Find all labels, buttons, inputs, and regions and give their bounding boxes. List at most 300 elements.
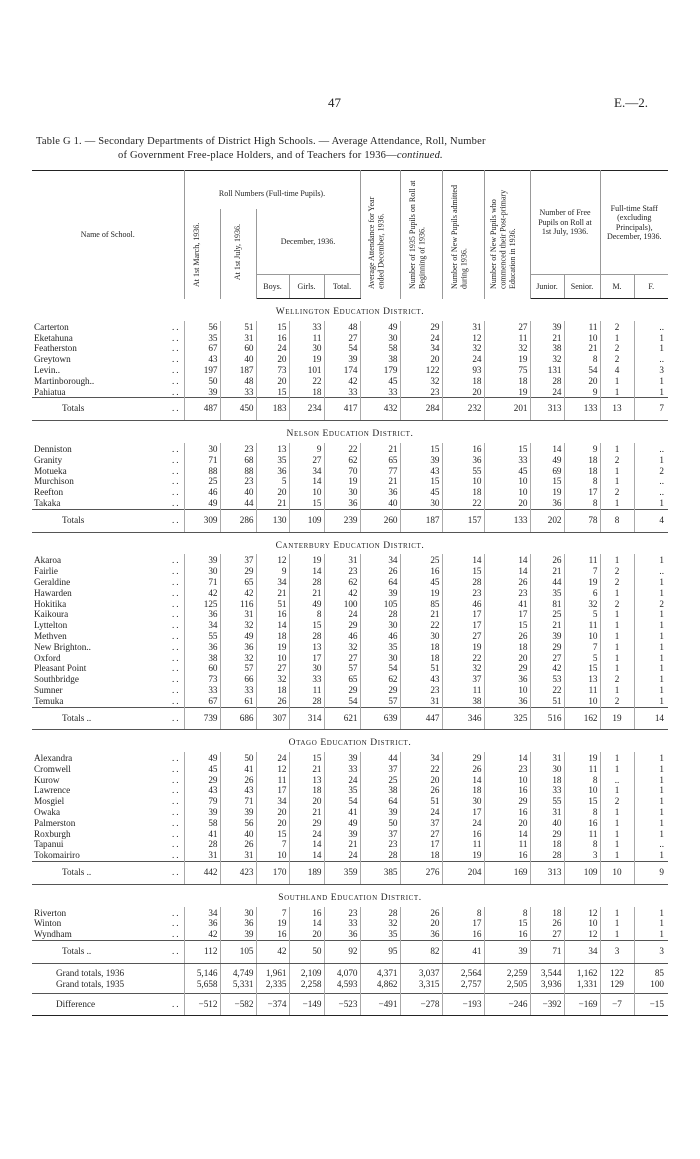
table-cell: 621 bbox=[324, 707, 360, 730]
header-pupils-1935: Number of 1935 Pupils on Roll at Beginning of 1936. bbox=[408, 180, 427, 289]
table-cell: 11 bbox=[442, 685, 484, 696]
table-cell: 3,544 bbox=[530, 963, 564, 978]
table-cell: 85 bbox=[654, 967, 664, 978]
table-cell: 122 bbox=[600, 963, 634, 978]
table-cell: 1 bbox=[600, 685, 634, 696]
table-row bbox=[32, 354, 668, 365]
table-cell: 1 bbox=[659, 774, 664, 785]
table-cell: 35 bbox=[360, 929, 400, 940]
table-cell: 19 bbox=[324, 476, 360, 487]
table-cell: 2 bbox=[600, 343, 634, 354]
table-cell: 32 bbox=[400, 376, 442, 387]
table-cell: 1 bbox=[600, 387, 634, 398]
table-cell: 15 bbox=[530, 476, 564, 487]
grand-totals-row bbox=[32, 979, 668, 994]
table-cell: −15 bbox=[634, 994, 668, 1016]
table-cell: 30 bbox=[400, 631, 442, 642]
leader-dots: .. bbox=[166, 466, 184, 477]
table-cell: 26 bbox=[360, 566, 400, 577]
table-cell: 36 bbox=[220, 642, 256, 653]
table-cell: 17 bbox=[442, 609, 484, 620]
table-cell: 25 bbox=[184, 476, 220, 487]
table-cell: .. bbox=[659, 443, 664, 454]
header-march: At 1st March, 1936. bbox=[192, 223, 201, 288]
table-cell: 516 bbox=[530, 707, 564, 730]
table-cell: 157 bbox=[442, 509, 484, 532]
table-cell: 18 bbox=[289, 785, 324, 796]
table-cell: 46 bbox=[360, 631, 400, 642]
header-f: F. bbox=[634, 275, 668, 299]
table-cell: 16 bbox=[484, 785, 530, 796]
table-cell: 29 bbox=[484, 663, 530, 674]
table-cell: −278 bbox=[400, 994, 442, 1016]
table-cell: 26 bbox=[530, 554, 564, 566]
table-cell: 5,331 bbox=[220, 979, 256, 994]
table-cell: 4,070 bbox=[324, 963, 360, 978]
table-cell: 22 bbox=[400, 764, 442, 775]
school-name: Totals bbox=[32, 398, 166, 421]
table-cell: 31 bbox=[220, 609, 256, 620]
table-cell: 28 bbox=[184, 839, 220, 850]
table-cell: 1 bbox=[600, 554, 634, 566]
leader-dots: .. bbox=[166, 321, 184, 333]
table-cell: 1 bbox=[600, 929, 634, 940]
table-row bbox=[32, 818, 668, 829]
table-cell: −7 bbox=[600, 994, 634, 1016]
table-cell: 19 bbox=[442, 642, 484, 653]
school-name: Difference bbox=[32, 994, 166, 1016]
table-cell: 11 bbox=[484, 333, 530, 344]
table-cell: 20 bbox=[400, 775, 442, 786]
table-cell: 36 bbox=[442, 455, 484, 466]
table-cell: .. bbox=[659, 839, 664, 850]
table-cell: 1 bbox=[659, 817, 664, 828]
table-cell: 2 bbox=[600, 577, 634, 588]
school-name: Granity bbox=[34, 454, 63, 465]
leader-dots: .. bbox=[166, 918, 184, 929]
table-cell: −149 bbox=[289, 994, 324, 1016]
table-cell: 1 bbox=[659, 929, 664, 940]
table-cell: 39 bbox=[530, 631, 564, 642]
table-cell: 73 bbox=[256, 365, 289, 376]
table-cell: 36 bbox=[400, 929, 442, 940]
school-name: Pahiatua bbox=[34, 386, 66, 397]
leader-dots: .. bbox=[166, 599, 184, 610]
table-cell: 44 bbox=[360, 752, 400, 764]
table-cell: 1 bbox=[659, 663, 664, 674]
table-cell: 42 bbox=[256, 941, 289, 964]
table-cell: 1 bbox=[659, 454, 664, 465]
table-cell: 14 bbox=[289, 566, 324, 577]
table-cell: 16 bbox=[256, 609, 289, 620]
table-cell: 42 bbox=[184, 929, 220, 940]
table-cell: 1 bbox=[600, 443, 634, 455]
table-cell: 39 bbox=[360, 807, 400, 818]
leader-dots: .. bbox=[166, 509, 184, 532]
table-cell: 49 bbox=[184, 498, 220, 509]
header-july: At 1st July, 1936. bbox=[233, 224, 243, 281]
table-cell: 10 bbox=[289, 487, 324, 498]
table-cell: 101 bbox=[289, 365, 324, 376]
leader-dots: .. bbox=[166, 707, 184, 730]
leader-dots: .. bbox=[166, 862, 184, 885]
table-title bbox=[36, 135, 666, 163]
table-cell: 12 bbox=[442, 333, 484, 344]
table-cell: 30 bbox=[289, 343, 324, 354]
table-cell: 24 bbox=[256, 752, 289, 764]
table-cell: 31 bbox=[324, 554, 360, 566]
table-cell: 58 bbox=[360, 343, 400, 354]
leader-dots: .. bbox=[166, 333, 184, 344]
school-name: Pleasant Point bbox=[34, 663, 87, 674]
table-cell: 19 bbox=[400, 588, 442, 599]
table-row bbox=[32, 796, 668, 807]
table-cell: 32 bbox=[256, 674, 289, 685]
table-cell: 1 bbox=[659, 332, 664, 343]
district-heading bbox=[32, 730, 668, 752]
table-cell: 18 bbox=[484, 376, 530, 387]
table-cell: 9 bbox=[564, 387, 600, 398]
table-cell: 1 bbox=[659, 674, 664, 685]
leader-dots: .. bbox=[166, 566, 184, 577]
table-cell: 13 bbox=[564, 674, 600, 685]
table-cell: 3 bbox=[600, 941, 634, 964]
leader-dots: .. bbox=[166, 752, 184, 764]
table-cell: 1 bbox=[659, 343, 664, 354]
leader-dots: .. bbox=[166, 487, 184, 498]
table-cell: 40 bbox=[220, 354, 256, 365]
table-cell: 15 bbox=[442, 566, 484, 577]
district-heading bbox=[32, 421, 668, 443]
table-cell: 29 bbox=[184, 775, 220, 786]
table-cell: −491 bbox=[360, 994, 400, 1016]
table-cell: 417 bbox=[324, 398, 360, 421]
table-row bbox=[32, 764, 668, 775]
leader-dots: .. bbox=[166, 775, 184, 786]
school-name: Hokitika bbox=[34, 598, 67, 609]
table-cell: 8 bbox=[289, 609, 324, 620]
table-cell: 24 bbox=[442, 354, 484, 365]
table-cell: 23 bbox=[360, 839, 400, 850]
table-cell: 18 bbox=[530, 839, 564, 850]
table-cell: 54 bbox=[324, 343, 360, 354]
table-cell: 1 bbox=[659, 796, 664, 807]
table-cell: 34 bbox=[256, 577, 289, 588]
table-cell: 18 bbox=[564, 455, 600, 466]
table-cell: 27 bbox=[530, 929, 564, 940]
table-cell: 1 bbox=[659, 907, 664, 918]
school-name: Tokomairiro bbox=[34, 850, 80, 861]
table-cell: 309 bbox=[184, 509, 220, 532]
table-cell: 49 bbox=[184, 752, 220, 764]
table-cell: 51 bbox=[400, 796, 442, 807]
table-cell: 70 bbox=[324, 466, 360, 477]
table-cell: 31 bbox=[220, 850, 256, 861]
school-name: Grand totals, 1935 bbox=[56, 978, 125, 989]
table-cell: 9 bbox=[634, 862, 668, 885]
table-cell: 32 bbox=[442, 663, 484, 674]
table-cell: 23 bbox=[324, 907, 360, 919]
table-cell: 43 bbox=[220, 785, 256, 796]
leader-dots: .. bbox=[166, 354, 184, 365]
table-cell: 21 bbox=[360, 476, 400, 487]
table-cell: 19 bbox=[256, 918, 289, 929]
table-cell: 17 bbox=[400, 839, 442, 850]
table-cell: 109 bbox=[289, 509, 324, 532]
table-cell: 1 bbox=[600, 807, 634, 818]
school-name: Lyttelton bbox=[34, 620, 68, 631]
table-cell: 40 bbox=[220, 829, 256, 840]
table-cell: 15 bbox=[289, 752, 324, 764]
table-cell: 39 bbox=[184, 807, 220, 818]
table-cell: 239 bbox=[324, 509, 360, 532]
table-row bbox=[32, 752, 668, 764]
table-cell: 1 bbox=[600, 829, 634, 840]
table-cell: 3,936 bbox=[530, 979, 564, 994]
leader-dots bbox=[166, 979, 184, 994]
table-cell: 2,109 bbox=[289, 963, 324, 978]
table-cell: 1 bbox=[659, 555, 664, 566]
leader-dots: .. bbox=[166, 554, 184, 566]
table-cell: 35 bbox=[256, 455, 289, 466]
school-name: Grand totals, 1936 bbox=[56, 967, 125, 978]
table-cell: 21 bbox=[289, 588, 324, 599]
header-senior: Senior. bbox=[564, 275, 600, 299]
district-heading bbox=[32, 884, 668, 906]
table-cell: 19 bbox=[442, 850, 484, 861]
table-cell: 24 bbox=[289, 829, 324, 840]
header-new-pupils: Number of New Pupils admitted during 1936. bbox=[450, 184, 469, 289]
table-cell: 450 bbox=[220, 398, 256, 421]
table-cell: 27 bbox=[256, 663, 289, 674]
table-row bbox=[32, 333, 668, 344]
table-cell: 50 bbox=[220, 752, 256, 764]
leader-dots: .. bbox=[166, 674, 184, 685]
table-cell: 16 bbox=[564, 818, 600, 829]
table-cell: 20 bbox=[400, 354, 442, 365]
table-cell: 187 bbox=[400, 509, 442, 532]
table-cell: 10 bbox=[564, 333, 600, 344]
table-cell: 23 bbox=[484, 764, 530, 775]
table-cell: 3 bbox=[634, 941, 668, 964]
table-cell: 71 bbox=[184, 577, 220, 588]
table-cell: 11 bbox=[564, 620, 600, 631]
table-cell: 33 bbox=[184, 685, 220, 696]
table-cell: 1 bbox=[659, 785, 664, 796]
leader-dots: .. bbox=[166, 764, 184, 775]
table-cell: 314 bbox=[289, 707, 324, 730]
table-cell: 2 bbox=[600, 321, 634, 333]
table-cell: 35 bbox=[360, 642, 400, 653]
table-cell: 1 bbox=[600, 333, 634, 344]
leader-dots bbox=[166, 963, 184, 978]
school-name: Totals .. bbox=[32, 941, 166, 964]
table-cell: 10 bbox=[256, 653, 289, 664]
table-cell: 37 bbox=[400, 818, 442, 829]
table-cell: 686 bbox=[220, 707, 256, 730]
table-row bbox=[32, 476, 668, 487]
table-row bbox=[32, 929, 668, 940]
table-cell: 15 bbox=[484, 443, 530, 455]
table-row bbox=[32, 620, 668, 631]
table-cell: 24 bbox=[256, 343, 289, 354]
leader-dots: .. bbox=[166, 498, 184, 509]
table-cell: 26 bbox=[442, 764, 484, 775]
table-cell: 18 bbox=[530, 775, 564, 786]
table-cell: 71 bbox=[220, 796, 256, 807]
table-cell: 17 bbox=[442, 918, 484, 929]
table-cell: 8 bbox=[564, 807, 600, 818]
table-cell: 30 bbox=[360, 333, 400, 344]
table-row bbox=[32, 674, 668, 685]
leader-dots: .. bbox=[166, 796, 184, 807]
table-cell: 15 bbox=[564, 663, 600, 674]
table-cell: 43 bbox=[400, 466, 442, 477]
table-cell: 21 bbox=[530, 620, 564, 631]
table-cell: 32 bbox=[220, 653, 256, 664]
table-cell: 8 bbox=[564, 839, 600, 850]
page-header bbox=[0, 95, 700, 115]
page-number: 47 bbox=[328, 95, 341, 110]
table-cell: 2,258 bbox=[289, 979, 324, 994]
table-cell: 1 bbox=[600, 476, 634, 487]
table-cell: 32 bbox=[360, 918, 400, 929]
table-cell: 36 bbox=[484, 696, 530, 707]
data-table bbox=[32, 170, 668, 1016]
table-cell: 11 bbox=[564, 829, 600, 840]
leader-dots: .. bbox=[166, 663, 184, 674]
table-cell: 16 bbox=[442, 829, 484, 840]
totals-row bbox=[32, 707, 668, 730]
table-row bbox=[32, 653, 668, 664]
table-cell: 18 bbox=[256, 631, 289, 642]
leader-dots: .. bbox=[166, 785, 184, 796]
table-cell: 36 bbox=[324, 929, 360, 940]
table-cell: 25 bbox=[400, 554, 442, 566]
table-cell: 14 bbox=[442, 554, 484, 566]
totals-row bbox=[32, 941, 668, 964]
table-cell: 26 bbox=[530, 918, 564, 929]
table-cell: 20 bbox=[564, 376, 600, 387]
table-cell: 8 bbox=[564, 354, 600, 365]
header-december: December, 1936. bbox=[256, 209, 360, 275]
district-name: Otago Education District. bbox=[288, 738, 412, 749]
table-cell: 2,259 bbox=[484, 963, 530, 978]
school-name: Riverton bbox=[34, 907, 67, 918]
leader-dots: .. bbox=[166, 850, 184, 861]
table-cell: 27 bbox=[400, 829, 442, 840]
table-cell: 46 bbox=[324, 631, 360, 642]
school-name: Takaka bbox=[34, 497, 61, 508]
table-cell: 27 bbox=[324, 333, 360, 344]
table-cell: 19 bbox=[484, 354, 530, 365]
table-cell: 29 bbox=[289, 818, 324, 829]
table-header bbox=[32, 171, 668, 299]
table-cell: 22 bbox=[324, 443, 360, 455]
table-cell: 35 bbox=[184, 333, 220, 344]
table-row bbox=[32, 599, 668, 610]
table-cell: 15 bbox=[256, 321, 289, 333]
table-cell: 13 bbox=[600, 398, 634, 421]
table-cell: 133 bbox=[564, 398, 600, 421]
table-cell: 325 bbox=[484, 707, 530, 730]
table-cell: 187 bbox=[220, 365, 256, 376]
table-cell: 19 bbox=[256, 642, 289, 653]
table-cell: 1,961 bbox=[256, 963, 289, 978]
table-cell: 29 bbox=[360, 685, 400, 696]
table-cell: 1 bbox=[600, 907, 634, 919]
table-cell: 16 bbox=[484, 850, 530, 861]
table-cell: 1 bbox=[600, 498, 634, 509]
table-cell: 16 bbox=[289, 907, 324, 919]
table-cell: 30 bbox=[324, 487, 360, 498]
table-cell: 49 bbox=[360, 321, 400, 333]
table-row bbox=[32, 785, 668, 796]
table-cell: 85 bbox=[400, 599, 442, 610]
table-cell: 260 bbox=[360, 509, 400, 532]
table-cell: 38 bbox=[360, 354, 400, 365]
table-cell: 39 bbox=[530, 321, 564, 333]
table-cell: 34 bbox=[256, 796, 289, 807]
table-cell: 1 bbox=[600, 642, 634, 653]
table-cell: 21 bbox=[530, 333, 564, 344]
table-cell: 42 bbox=[324, 588, 360, 599]
table-cell: 2 bbox=[600, 796, 634, 807]
leader-dots: .. bbox=[166, 642, 184, 653]
table-row bbox=[32, 577, 668, 588]
table-cell: 17 bbox=[256, 785, 289, 796]
leader-dots: .. bbox=[166, 376, 184, 387]
school-name: Cromwell bbox=[34, 763, 71, 774]
school-name: Oxford bbox=[34, 652, 61, 663]
table-row bbox=[32, 455, 668, 466]
table-cell: 49 bbox=[324, 818, 360, 829]
table-cell: 39 bbox=[324, 752, 360, 764]
table-cell: −582 bbox=[220, 994, 256, 1016]
school-name: Akaroa bbox=[34, 555, 62, 566]
table-cell: 30 bbox=[184, 566, 220, 577]
table-cell: 31 bbox=[184, 850, 220, 861]
table-row bbox=[32, 609, 668, 620]
table-row bbox=[32, 685, 668, 696]
table-cell: 20 bbox=[400, 918, 442, 929]
table-cell: 24 bbox=[324, 850, 360, 861]
table-cell: 32 bbox=[220, 620, 256, 631]
table-cell: 10 bbox=[564, 631, 600, 642]
school-name: Totals bbox=[32, 509, 166, 532]
table-cell: 346 bbox=[442, 707, 484, 730]
table-cell: 44 bbox=[220, 498, 256, 509]
table-cell: 5,146 bbox=[184, 963, 220, 978]
table-cell: 48 bbox=[220, 376, 256, 387]
table-cell: 14 bbox=[289, 476, 324, 487]
table-cell: 19 bbox=[289, 554, 324, 566]
table-cell: 28 bbox=[442, 577, 484, 588]
table-cell: 21 bbox=[289, 807, 324, 818]
table-row bbox=[32, 554, 668, 566]
table-cell: 10 bbox=[564, 785, 600, 796]
table-cell: 15 bbox=[400, 443, 442, 455]
table-cell: 16 bbox=[256, 929, 289, 940]
table-cell: 51 bbox=[220, 321, 256, 333]
table-row bbox=[32, 907, 668, 919]
table-cell: 170 bbox=[256, 862, 289, 885]
table-cell: 28 bbox=[289, 696, 324, 707]
table-cell: −374 bbox=[256, 994, 289, 1016]
table-cell: 38 bbox=[360, 785, 400, 796]
table-cell: 5 bbox=[256, 476, 289, 487]
table-cell: 36 bbox=[324, 498, 360, 509]
